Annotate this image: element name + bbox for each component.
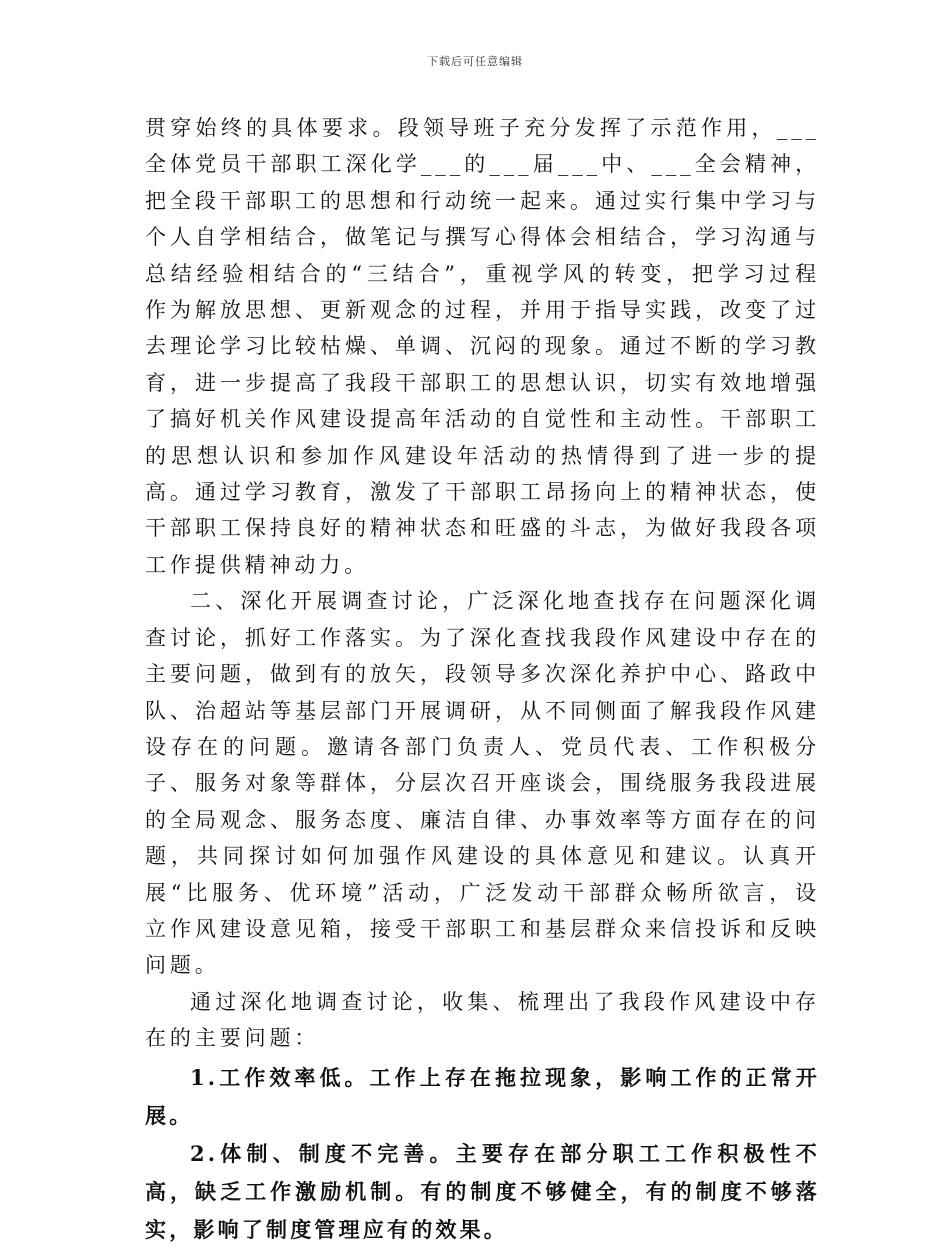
paragraph-problems-intro: 通过深化地调查讨论，收集、梳理出了我段作风建设中存在的主要问题： [145, 989, 820, 1051]
page-header: 下载后可任意编辑 [427, 55, 523, 68]
problem-item-1: 1.工作效率低。工作上存在拖拉现象，影响工作的正常开展。 [145, 1064, 820, 1128]
paragraph-investigation: 二、深化开展调查讨论，广泛深化地查找存在问题深化调查讨论，抓好工作落实。为了深化查找我段作风建设中存在的主要问题，做到有的放矢，段领导多次深化养护中心、路政中队、治超站等基层部门开展调研，从不同侧面了解我段作风建设存在的问题。邀请各部门负责人、党员代表、工作积极分子、服务对象等群体，分层次召开座谈会，围绕服务我段进展的全局观念、服务态度、廉洁自律、办事效率等方面存在的问题，共同探讨如何加强作风建设的具体意见和建议。认真开展“比服务、优环境”活动，广泛发动干部群众畅所欲言，设立作风建设意见箱，接受干部职工和基层群众来信投诉和反映问题。 [145, 589, 820, 978]
problem-item-2: 2.体制、制度不完善。主要存在部分职工工作积极性不高，缺乏工作激励机制。有的制度不够健全，有的制度不够落实，影响了制度管理应有的效果。 [145, 1140, 820, 1242]
document-body [145, 110, 820, 1249]
paragraph-study-education: 贯穿始终的具体要求。段领导班子充分发挥了示范作用，___全体党员干部职工深化学___的___届___中、___全会精神，把全段干部职工的思想和行动统一起来。通过实行集中学习与个人自学相结合，做笔记与撰写心得体会相结合，学习沟通与总结经验相结合的“三结合”，重视学风的转变，把学习过程作为解放思想、更新观念的过程，并用于指导实践，改变了过去理论学习比较枯燥、单调、沉闷的现象。通过不断的学习教育，进一步提高了我段干部职工的思想认识，切实有效地增强了搞好机关作风建设提高年活动的自觉性和主动性。干部职工的思想认识和参加作风建设年活动的热情得到了进一步的提高。通过学习教育，激发了干部职工昂扬向上的精神状态，使干部职工保持良好的精神状态和旺盛的斗志，为做好我段各项工作提供精神动力。 [145, 116, 820, 577]
